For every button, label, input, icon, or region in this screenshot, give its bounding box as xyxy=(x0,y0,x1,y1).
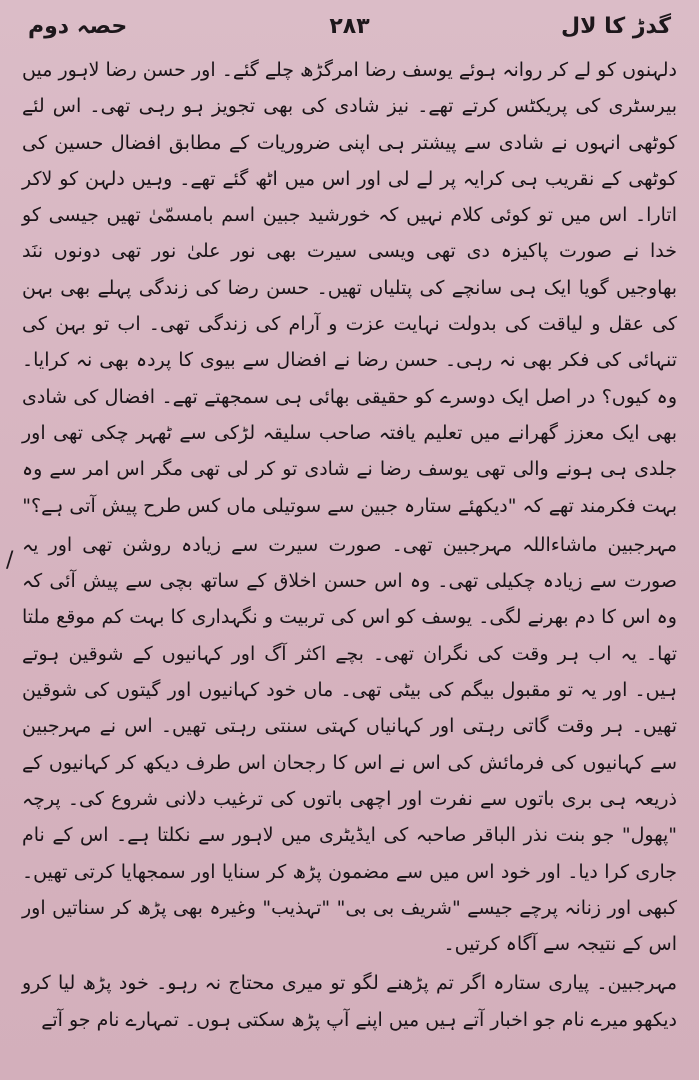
page-body xyxy=(22,52,677,1038)
paragraph-1: دلہنوں کو لے کر روانہ ہوئے یوسف رضا امرگڑھ چلے گئے۔ اور حسن رضا لاہور میں بیرسٹری کی پریکٹس کرتے تھے۔ نیز شادی کی بھی تجویز ہو رہی تھی۔ اس لئے کوٹھی انہوں نے شادی سے پیشتر ہی اپنی ضروریات کے مطابق افضال حسین کی کوٹھی کے نقریب ہی کرایہ پر لے لی اور اس میں اٹھ گئے تھے۔ وہیں دلہن کو لاکر اتارا۔ اس میں تو کوئی کلام نہیں کہ خورشید جبین اسم بامسمّیٰ تھیں جیسی کو خدا نے صورت پاکیزہ دی تھی ویسی سیرت بھی نور علیٰ نور تھی دونوں ننَد بھاوجیں گویا ایک ہی سانچے کی پتلیاں تھیں۔ حسن رضا کی زندگی پہلے بھی بہن کی عقل و لیاقت کی بدولت نہایت عزت و آرام کی زندگی تھی۔ اب تو بہن کی تنہائی کی فکر بھی نہ رہی۔ حسن رضا نے افضال سے بیوی کا پردہ بھی نہ کرایا۔ وہ کیوں؟ در اصل ایک دوسرے کو حقیقی بھائی ہی سمجھتے تھے۔ افضال کی شادی بھی ایک معزز گھرانے میں تعلیم یافتہ صاحب سلیقہ لڑکی سے ٹھہر چکی تھی اور جلدی ہی ہونے والی تھی یوسف رضا نے شادی تو کر لی تھی مگر اس امر سے وہ بہت فکرمند تھے کہ "دیکھئے ستارہ جبین سے سوتیلی ماں کس طرح پیش آتی ہے؟" xyxy=(22,59,677,517)
part-label: حصہ دوم xyxy=(28,14,128,39)
paragraph-2: مہرجبین ماشاءاللہ مہرجبین تھی۔ صورت سیرت سے زیادہ روشن تھی اور یہ صورت سے زیادہ چکیلی تھی۔ وہ اس حسن اخلاق کے ساتھ بچی سے پیش آئی کہ وہ اس کا دم بھرنے لگی۔ یوسف کو اس کی تربیت و نگہداری کا بہت کم موقع ملتا تھا۔ یہ اب ہر وقت کی نگران تھی۔ بچے اکثر آگ اور کہانیوں کے شوقین ہوتے ہیں۔ اور یہ تو مقبول بیگم کی بیٹی تھی۔ ماں خود کہانیوں اور گیتوں کی شوقین تھیں۔ ہر وقت گاتی رہتی اور کہانیاں کہتی سنتی رہتی تھیں۔ اس نے مہرجبین سے کہانیوں کی فرمائش کی اس نے اس کا رجحان اس طرف دیکھ کر کہانیوں کے ذریعہ ہی بری باتوں سے نفرت اور اچھی باتوں کی ترغیب دلانی شروع کی۔ پرچہ "پھول" جو بنت نذر الباقر صاحبہ کی ایڈیٹری میں لاہور سے نکلتا ہے۔ اس کے نام جاری کرا دیا۔ اور خود اس میں سے مضمون پڑھ کر سنایا اور سمجھایا کرتی تھیں۔ کبھی اور زنانہ پرچے جیسے "شریف بی بی" "تہذیب" وغیرہ بھی پڑھ کر سناتیں اور اس کے نتیجہ سے آگاہ کرتیں۔ xyxy=(22,533,677,956)
margin-mark: / xyxy=(6,548,14,573)
page-header xyxy=(22,8,677,52)
page-number: ۲۸۳ xyxy=(329,14,370,39)
paragraph-3: مہرجبین۔ پیاری ستارہ اگر تم پڑھنے لگو تو میری محتاج نہ رہو۔ خود پڑھ لیا کرو دیکھو میرے نام جو اخبار آتے ہیں میں اپنے آپ پڑھ سکتی ہوں۔ تمہارے نام جو آتے xyxy=(22,972,677,1031)
book-title: گدڑ کا لال xyxy=(560,14,671,39)
